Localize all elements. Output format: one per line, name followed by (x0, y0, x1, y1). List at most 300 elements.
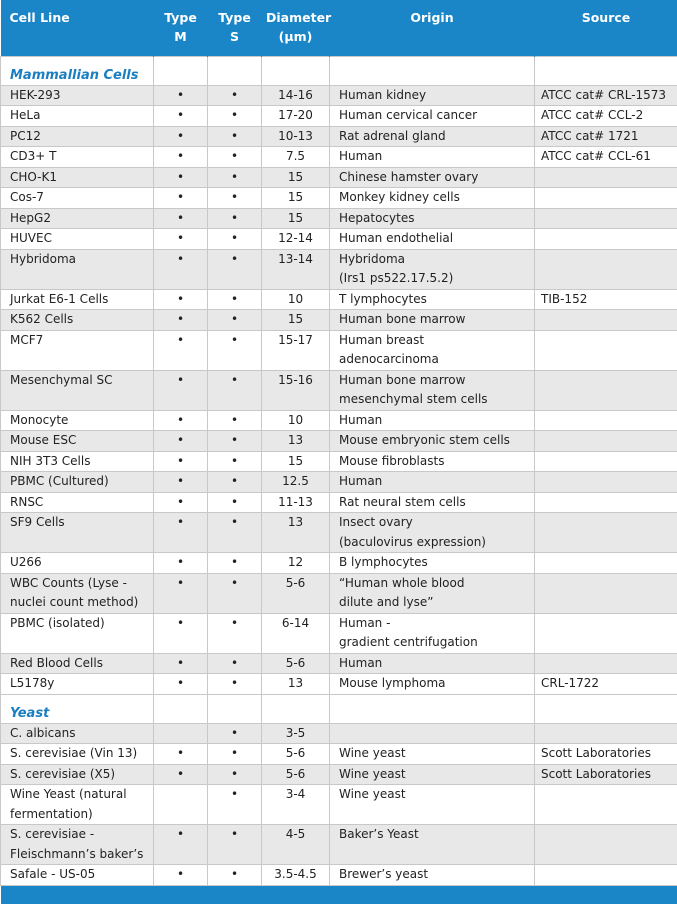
source-value (535, 431, 677, 452)
source-value (535, 229, 677, 250)
diameter-value: 7.5 (262, 147, 330, 168)
table-row (1, 330, 677, 370)
table-row (1, 573, 677, 613)
bullet-icon: • (177, 495, 184, 509)
origin-value (330, 126, 535, 147)
cell-line-name-line: fermentation) (10, 805, 149, 825)
table-row (1, 472, 677, 493)
section-header-row (1, 56, 677, 85)
bullet-icon: • (177, 656, 184, 670)
origin-value-line: “Human whole blood (339, 574, 530, 594)
bullet-icon: • (231, 474, 238, 488)
origin-value-line: Monkey kidney cells (339, 188, 530, 208)
origin-value (330, 674, 535, 695)
source-value: Scott Laboratories (535, 744, 677, 765)
cell-line-name-line: WBC Counts (Lyse - (10, 574, 149, 594)
section-header-row (1, 694, 677, 723)
cell-line-name (1, 764, 154, 785)
bullet-icon: • (231, 676, 238, 690)
origin-value-line: Human bone marrow (339, 371, 530, 391)
origin-value-line: mesenchymal stem cells (339, 390, 530, 410)
cell-line-name (1, 613, 154, 653)
cell-line-name (1, 126, 154, 147)
cell-line-name (1, 167, 154, 188)
diameter-value: 5-6 (262, 744, 330, 765)
type-s-cell (208, 249, 262, 289)
type-s-cell (208, 85, 262, 106)
type-s-cell (208, 410, 262, 431)
empty-cell (535, 56, 677, 85)
table-row (1, 208, 677, 229)
origin-value (330, 85, 535, 106)
source-value (535, 167, 677, 188)
origin-value (330, 472, 535, 493)
type-s-cell (208, 229, 262, 250)
cell-line-name (1, 513, 154, 553)
origin-value (330, 825, 535, 865)
bullet-icon: • (177, 454, 184, 468)
table-row (1, 85, 677, 106)
cell-line-name-line: Hybridoma (10, 250, 149, 270)
type-s-cell (208, 785, 262, 825)
cell-line-name (1, 289, 154, 310)
origin-value (330, 723, 535, 744)
diameter-value: 3-5 (262, 723, 330, 744)
cell-line-name (1, 310, 154, 331)
table-row (1, 126, 677, 147)
cell-line-name (1, 674, 154, 695)
origin-value-line: Brewer’s yeast (339, 865, 530, 885)
type-m-cell (154, 106, 208, 127)
type-s-cell (208, 188, 262, 209)
table-row (1, 492, 677, 513)
source-value: TIB-152 (535, 289, 677, 310)
origin-value (330, 613, 535, 653)
cell-line-name-line: Jurkat E6-1 Cells (10, 290, 149, 310)
table-row (1, 188, 677, 209)
cell-line-name-line: S. cerevisiae - (10, 825, 149, 845)
origin-value-line: Insect ovary (339, 513, 530, 533)
origin-value-line: Human endothelial (339, 229, 530, 249)
origin-value-line: Human cervical cancer (339, 106, 530, 126)
origin-value-line: Human bone marrow (339, 310, 530, 330)
cell-line-name-line: U266 (10, 553, 149, 573)
table-row (1, 825, 677, 865)
bullet-icon: • (177, 433, 184, 447)
diameter-value: 15 (262, 167, 330, 188)
type-s-cell (208, 330, 262, 370)
table-footer-bar (1, 885, 677, 904)
bullet-icon: • (231, 787, 238, 801)
type-s-cell (208, 310, 262, 331)
bullet-icon: • (231, 88, 238, 102)
source-value (535, 613, 677, 653)
bullet-icon: • (231, 656, 238, 670)
origin-value (330, 330, 535, 370)
type-s-cell (208, 764, 262, 785)
origin-value (330, 249, 535, 289)
origin-value-line: Hepatocytes (339, 209, 530, 229)
type-m-cell (154, 674, 208, 695)
diameter-value: 13 (262, 674, 330, 695)
table-row (1, 431, 677, 452)
type-m-cell (154, 289, 208, 310)
origin-value-line: Mouse fibroblasts (339, 452, 530, 472)
source-value (535, 825, 677, 865)
origin-value-line: Baker’s Yeast (339, 825, 530, 845)
origin-value-line: Rat neural stem cells (339, 493, 530, 513)
bullet-icon: • (177, 333, 184, 347)
origin-value-line: Human (339, 411, 530, 431)
cell-line-name (1, 553, 154, 574)
table-row (1, 553, 677, 574)
cell-line-name (1, 229, 154, 250)
cell-line-name (1, 249, 154, 289)
type-m-cell (154, 126, 208, 147)
origin-value (330, 370, 535, 410)
source-value (535, 472, 677, 493)
source-value (535, 208, 677, 229)
header-origin: Origin (330, 0, 535, 56)
type-m-cell (154, 330, 208, 370)
origin-value-line: (Irs1 ps522.17.5.2) (339, 269, 530, 289)
table-row (1, 370, 677, 410)
cell-line-name-line: RNSC (10, 493, 149, 513)
diameter-value: 3-4 (262, 785, 330, 825)
origin-value (330, 289, 535, 310)
type-m-cell (154, 188, 208, 209)
cell-line-name-line: Wine Yeast (natural (10, 785, 149, 805)
type-m-cell (154, 613, 208, 653)
bullet-icon: • (177, 312, 184, 326)
cell-line-name (1, 147, 154, 168)
table-row (1, 167, 677, 188)
diameter-value: 5-6 (262, 653, 330, 674)
source-value (535, 249, 677, 289)
empty-cell (535, 694, 677, 723)
bullet-icon: • (231, 312, 238, 326)
cell-line-name-line: CD3+ T (10, 147, 149, 167)
cell-line-name (1, 370, 154, 410)
section-title: Yeast (1, 694, 154, 723)
cell-line-name-line: HUVEC (10, 229, 149, 249)
bullet-icon: • (231, 827, 238, 841)
source-value (535, 653, 677, 674)
bullet-icon: • (177, 555, 184, 569)
bullet-icon: • (177, 129, 184, 143)
bullet-icon: • (177, 515, 184, 529)
cell-line-name-line: NIH 3T3 Cells (10, 452, 149, 472)
type-m-cell (154, 208, 208, 229)
cell-line-name-line: HEK-293 (10, 86, 149, 106)
origin-value (330, 451, 535, 472)
diameter-value: 12 (262, 553, 330, 574)
bullet-icon: • (177, 616, 184, 630)
origin-value-line: adenocarcinoma (339, 350, 530, 370)
type-m-cell (154, 653, 208, 674)
source-value: CRL-1722 (535, 674, 677, 695)
bullet-icon: • (231, 413, 238, 427)
bullet-icon: • (231, 190, 238, 204)
type-s-cell (208, 451, 262, 472)
source-value (535, 573, 677, 613)
type-s-cell (208, 865, 262, 886)
cell-line-name (1, 330, 154, 370)
type-m-cell (154, 229, 208, 250)
empty-cell (262, 56, 330, 85)
cell-line-name (1, 744, 154, 765)
cell-line-name-line: L5178y (10, 674, 149, 694)
diameter-value: 15 (262, 208, 330, 229)
origin-value (330, 553, 535, 574)
cell-line-name-line: S. cerevisiae (X5) (10, 765, 149, 785)
table-row (1, 106, 677, 127)
table-row (1, 513, 677, 553)
cell-line-name (1, 825, 154, 865)
bullet-icon: • (231, 616, 238, 630)
cell-line-name (1, 451, 154, 472)
diameter-value: 5-6 (262, 764, 330, 785)
cell-line-name (1, 431, 154, 452)
diameter-value: 13 (262, 513, 330, 553)
origin-value-line: B lymphocytes (339, 553, 530, 573)
type-m-cell (154, 553, 208, 574)
bullet-icon: • (177, 231, 184, 245)
header-cell-line: Cell Line (1, 0, 154, 56)
empty-cell (330, 694, 535, 723)
table-row (1, 451, 677, 472)
diameter-value: 15-16 (262, 370, 330, 410)
origin-value (330, 573, 535, 613)
cell-line-name (1, 785, 154, 825)
type-m-cell (154, 410, 208, 431)
source-value: ATCC cat# CCL-61 (535, 147, 677, 168)
source-value (535, 410, 677, 431)
cell-line-name-line: PBMC (isolated) (10, 614, 149, 634)
diameter-value: 13 (262, 431, 330, 452)
origin-value-line: Human breast (339, 331, 530, 351)
cell-line-name-line: Monocyte (10, 411, 149, 431)
table-row (1, 723, 677, 744)
header-diameter-unit: (µm) (279, 29, 313, 44)
type-s-cell (208, 513, 262, 553)
type-s-cell (208, 825, 262, 865)
diameter-value: 15 (262, 188, 330, 209)
origin-value-line: gradient centrifugation (339, 633, 530, 653)
bullet-icon: • (177, 746, 184, 760)
type-m-cell (154, 785, 208, 825)
table-header-row (1, 0, 677, 56)
table-row (1, 613, 677, 653)
origin-value (330, 410, 535, 431)
bullet-icon: • (231, 726, 238, 740)
cell-line-name (1, 410, 154, 431)
bullet-icon: • (177, 867, 184, 881)
origin-value-line: (baculovirus expression) (339, 533, 530, 553)
diameter-value: 15-17 (262, 330, 330, 370)
table-row (1, 865, 677, 886)
cell-line-name-line: Fleischmann’s baker’s (10, 845, 149, 865)
type-s-cell (208, 431, 262, 452)
diameter-value: 5-6 (262, 573, 330, 613)
type-s-cell (208, 723, 262, 744)
type-m-cell (154, 825, 208, 865)
header-diameter (262, 0, 330, 56)
table-row (1, 249, 677, 289)
origin-value-line: Human (339, 654, 530, 674)
type-s-cell (208, 370, 262, 410)
header-type-s: Type S (208, 0, 262, 56)
origin-value (330, 147, 535, 168)
diameter-value: 17-20 (262, 106, 330, 127)
origin-value (330, 785, 535, 825)
table-row (1, 289, 677, 310)
origin-value (330, 513, 535, 553)
origin-value-line: T lymphocytes (339, 290, 530, 310)
bullet-icon: • (231, 373, 238, 387)
origin-value (330, 744, 535, 765)
cell-line-name-line: S. cerevisiae (Vin 13) (10, 744, 149, 764)
source-value (535, 188, 677, 209)
bullet-icon: • (177, 292, 184, 306)
origin-value-line: Human (339, 147, 530, 167)
cell-line-name-line: Mouse ESC (10, 431, 149, 451)
type-s-cell (208, 472, 262, 493)
empty-cell (154, 694, 208, 723)
table-body (1, 56, 677, 904)
origin-value-line: Wine yeast (339, 744, 530, 764)
type-s-cell (208, 553, 262, 574)
cell-line-name-line: Safale - US-05 (10, 865, 149, 885)
cell-line-name (1, 865, 154, 886)
type-m-cell (154, 167, 208, 188)
origin-value-line: Hybridoma (339, 250, 530, 270)
source-value (535, 723, 677, 744)
diameter-value: 13-14 (262, 249, 330, 289)
diameter-value: 15 (262, 451, 330, 472)
origin-value-line: Human kidney (339, 86, 530, 106)
source-value (535, 513, 677, 553)
type-s-cell (208, 744, 262, 765)
cell-line-name-line: nuclei count method) (10, 593, 149, 613)
bullet-icon: • (177, 827, 184, 841)
type-s-cell (208, 147, 262, 168)
cell-line-name-line: CHO-K1 (10, 168, 149, 188)
bullet-icon: • (177, 211, 184, 225)
diameter-value: 14-16 (262, 85, 330, 106)
bullet-icon: • (177, 676, 184, 690)
cell-line-name (1, 723, 154, 744)
origin-value (330, 188, 535, 209)
bullet-icon: • (177, 149, 184, 163)
diameter-value: 10 (262, 410, 330, 431)
cell-line-name (1, 188, 154, 209)
origin-value (330, 653, 535, 674)
cell-line-name-line: SF9 Cells (10, 513, 149, 533)
bullet-icon: • (231, 333, 238, 347)
source-value (535, 310, 677, 331)
origin-value (330, 208, 535, 229)
table-row (1, 785, 677, 825)
table-row (1, 674, 677, 695)
type-m-cell (154, 451, 208, 472)
origin-value (330, 229, 535, 250)
origin-value-line: Human (339, 472, 530, 492)
source-value (535, 330, 677, 370)
type-m-cell (154, 744, 208, 765)
diameter-value: 10-13 (262, 126, 330, 147)
empty-cell (154, 56, 208, 85)
source-value (535, 492, 677, 513)
source-value (535, 785, 677, 825)
type-m-cell (154, 472, 208, 493)
bullet-icon: • (231, 576, 238, 590)
bullet-icon: • (231, 495, 238, 509)
type-m-cell (154, 147, 208, 168)
type-m-cell (154, 249, 208, 289)
table-row (1, 147, 677, 168)
cell-line-name (1, 573, 154, 613)
bullet-icon: • (177, 413, 184, 427)
cell-line-name (1, 106, 154, 127)
bullet-icon: • (231, 515, 238, 529)
type-s-cell (208, 167, 262, 188)
bullet-icon: • (231, 149, 238, 163)
bullet-icon: • (177, 190, 184, 204)
origin-value (330, 764, 535, 785)
type-m-cell (154, 513, 208, 553)
bullet-icon: • (177, 576, 184, 590)
type-m-cell (154, 370, 208, 410)
header-source: Source (535, 0, 677, 56)
type-m-cell (154, 764, 208, 785)
origin-value-line: Wine yeast (339, 765, 530, 785)
cell-line-name-line: Cos-7 (10, 188, 149, 208)
cell-line-name-line: MCF7 (10, 331, 149, 351)
bullet-icon: • (177, 170, 184, 184)
cell-line-name (1, 472, 154, 493)
diameter-value: 4-5 (262, 825, 330, 865)
empty-cell (208, 56, 262, 85)
cell-line-name-line: PC12 (10, 127, 149, 147)
type-s-cell (208, 126, 262, 147)
diameter-value: 11-13 (262, 492, 330, 513)
bullet-icon: • (231, 108, 238, 122)
bullet-icon: • (231, 454, 238, 468)
bullet-icon: • (231, 746, 238, 760)
bullet-icon: • (231, 252, 238, 266)
bullet-icon: • (231, 170, 238, 184)
bullet-icon: • (231, 231, 238, 245)
bullet-icon: • (177, 108, 184, 122)
source-value (535, 865, 677, 886)
type-s-cell (208, 208, 262, 229)
table-row (1, 410, 677, 431)
table-row (1, 764, 677, 785)
type-s-cell (208, 289, 262, 310)
origin-value (330, 310, 535, 331)
bullet-icon: • (177, 88, 184, 102)
origin-value-line: Mouse lymphoma (339, 674, 530, 694)
footer-bar-cell (1, 885, 677, 904)
origin-value-line: Wine yeast (339, 785, 530, 805)
origin-value (330, 106, 535, 127)
empty-cell (262, 694, 330, 723)
cell-line-name (1, 85, 154, 106)
table-row (1, 229, 677, 250)
source-value: ATCC cat# CCL-2 (535, 106, 677, 127)
source-value (535, 370, 677, 410)
